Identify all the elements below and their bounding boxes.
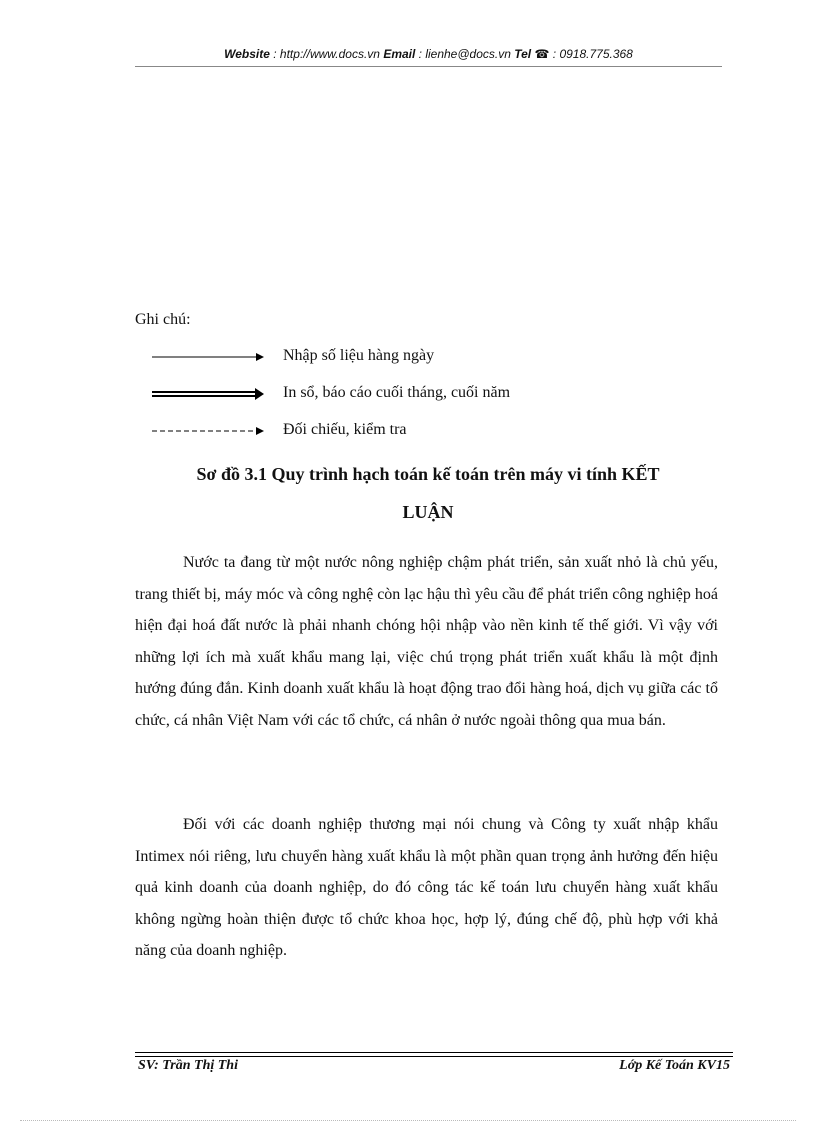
header-divider	[135, 66, 722, 67]
page-header	[135, 47, 722, 67]
diagram-caption	[120, 455, 736, 531]
website-label: Website	[224, 47, 270, 61]
footer-class: Lớp Kế Toán KV15	[619, 1058, 730, 1073]
phone-icon: ☎	[534, 47, 550, 61]
paragraph-2: Đối với các doanh nghiệp thương mại nói chung và Công ty xuất nhập khẩu Intimex nói riêng, lưu chuyển hàng xuất khẩu là một phần quan trọng ảnh hưởng đến hiệu quả kinh doanh của doanh nghiệp, do đó công tác kế toán lưu chuyển hàng xuất khẩu không ngừng hoàn thiện được tổ chức khoa học, hợp lý, đúng chế độ, phù hợp với khả năng của doanh nghiệp.	[135, 816, 718, 960]
caption-line-2: LUẬN	[402, 502, 454, 522]
legend-title: Ghi chú:	[135, 311, 191, 328]
paragraph-1: Nước ta đang từ một nước nông nghiệp chậm phát triển, sản xuất nhỏ là chủ yếu, trang thiết bị, máy móc và công nghệ còn lạc hậu thì yêu cầu để phát triển công nghiệp hoá hiện đại hoá đất nước là phải nhanh chóng hội nhập vào nền kinh tế thế giới. Vì vậy với những lợi ích mà xuất khẩu mang lại, việc chú trọng phát triển xuất khẩu là một định hướng đúng đắn. Kinh doanh xuất khẩu là hoạt động trao đổi hàng hoá, dịch vụ giữa các tổ chức, cá nhân Việt Nam với các tổ chức, cá nhân ở nước ngoài thông qua mua bán.	[135, 554, 718, 729]
email-label: Email	[383, 47, 416, 61]
footer-divider	[135, 1052, 733, 1053]
legend-item-reconcile	[152, 419, 652, 443]
caption-line-1: Sơ đồ 3.1 Quy trình hạch toán kế toán trên máy vi tính KẾT	[196, 464, 660, 484]
tel-label: Tel	[514, 47, 532, 61]
legend-label: Nhập số liệu hàng ngày	[283, 347, 435, 364]
double-arrow-icon	[152, 382, 272, 406]
page-edge	[20, 1120, 796, 1121]
website-value[interactable]: : http://www.docs.vn	[269, 47, 384, 61]
email-value[interactable]: : lienhe@docs.vn	[415, 47, 515, 61]
legend-item-periodic-report	[152, 382, 652, 406]
legend-label: Đối chiếu, kiểm tra	[283, 421, 407, 438]
footer-student: SV: Trần Thị Thi	[138, 1058, 238, 1073]
legend-item-daily-input	[152, 345, 652, 369]
legend-label: In sổ, báo cáo cuối tháng, cuối năm	[283, 384, 511, 401]
dashed-arrow-icon	[152, 419, 272, 443]
footer-divider	[135, 1056, 733, 1057]
tel-value: : 0918.775.368	[549, 47, 633, 61]
thin-arrow-icon	[152, 345, 272, 369]
